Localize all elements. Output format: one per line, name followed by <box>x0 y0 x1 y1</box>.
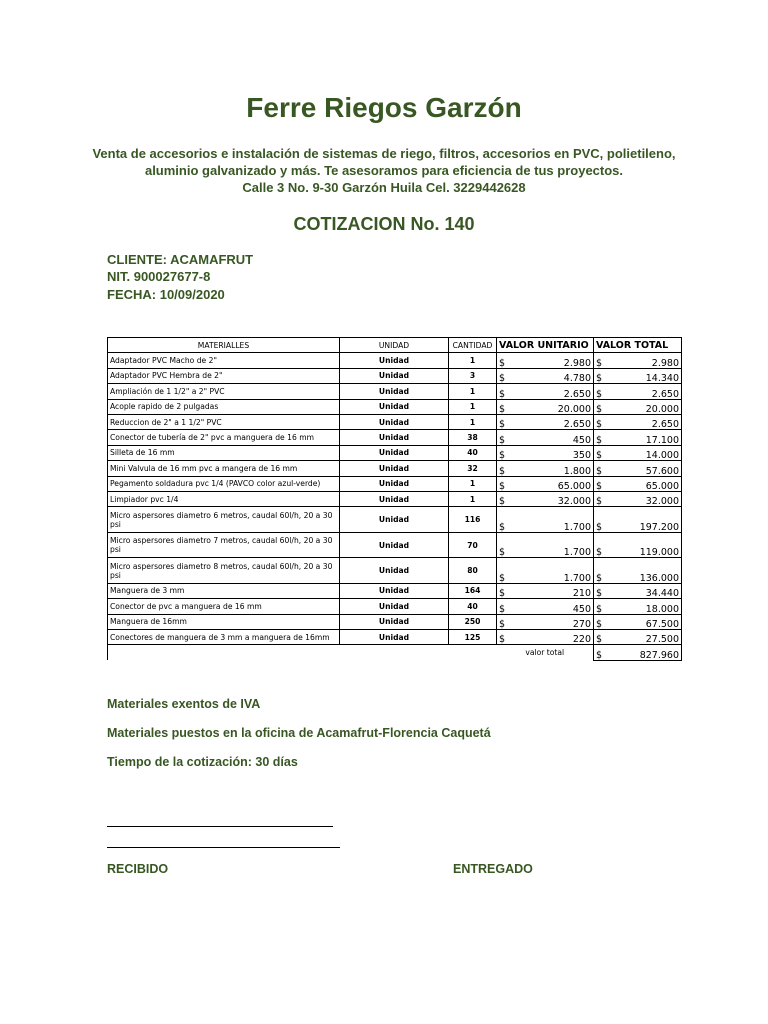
currency-symbol: $ <box>596 603 603 615</box>
total-price-cell <box>594 629 682 644</box>
header-valor-total: VALOR TOTAL <box>594 338 682 353</box>
quote-date: FECHA: 10/09/2020 <box>107 287 225 302</box>
total-price-cell <box>594 583 682 598</box>
unit-price-cell <box>497 368 594 383</box>
total-price-cell <box>594 507 682 533</box>
unit-price-cell <box>497 445 594 460</box>
material-cell: Ampliación de 1 1/2" a 2" PVC <box>108 384 340 399</box>
unit-price: 65.000 <box>557 480 591 492</box>
unit-price-cell <box>497 599 594 614</box>
quantity-cell: 3 <box>449 368 497 383</box>
quantity-cell: 40 <box>449 445 497 460</box>
quote-number: COTIZACION No. 140 <box>293 214 475 234</box>
unit-price: 1.800 <box>563 465 591 477</box>
unit-price: 1.700 <box>563 521 591 533</box>
quantity-cell: 80 <box>449 558 497 584</box>
material-cell: Mini Valvula de 16 mm pvc a mangera de 16 mm <box>108 461 340 476</box>
table-row <box>108 445 682 460</box>
total-price-cell <box>594 414 682 429</box>
material-cell: Silleta de 16 mm <box>108 445 340 460</box>
unit-cell: Unidad <box>340 399 449 414</box>
total-price-cell <box>594 445 682 460</box>
table-row <box>108 599 682 614</box>
currency-symbol: $ <box>499 450 506 462</box>
unit-price: 350 <box>572 450 591 462</box>
table-row <box>108 614 682 629</box>
currency-symbol: $ <box>499 373 506 385</box>
unit-price: 450 <box>572 434 591 446</box>
unit-price-cell <box>497 461 594 476</box>
unit-price: 1.700 <box>563 572 591 584</box>
company-description-line-1: Venta de accesorios e instalación de sistemas de riego, filtros, accesorios en PVC, polietileno, <box>92 146 676 161</box>
total-price: 14.000 <box>645 450 679 462</box>
table-row <box>108 491 682 506</box>
quantity-cell: 1 <box>449 476 497 491</box>
material-cell: Conector de pvc a manguera de 16 mm <box>108 599 340 614</box>
currency-symbol: $ <box>596 357 603 369</box>
material-cell: Micro aspersores diametro 7 metros, caudal 60l/h, 20 a 30 psi <box>108 532 340 558</box>
total-price: 65.000 <box>645 480 679 492</box>
table-row <box>108 507 682 533</box>
total-price-cell <box>594 599 682 614</box>
unit-cell: Unidad <box>340 368 449 383</box>
table-row <box>108 399 682 414</box>
quantity-cell: 1 <box>449 384 497 399</box>
unit-price-cell <box>497 414 594 429</box>
table-row <box>108 353 682 368</box>
unit-cell: Unidad <box>340 384 449 399</box>
quantity-cell: 1 <box>449 399 497 414</box>
total-price-cell <box>594 476 682 491</box>
currency-symbol: $ <box>596 434 603 446</box>
table-row <box>108 461 682 476</box>
unit-price-cell <box>497 507 594 533</box>
company-address: Calle 3 No. 9-30 Garzón Huila Cel. 3229442628 <box>242 180 526 195</box>
unit-cell: Unidad <box>340 532 449 558</box>
header-cantidad: CANTIDAD <box>449 338 497 353</box>
material-cell: Manguera de 3 mm <box>108 583 340 598</box>
total-price-cell <box>594 368 682 383</box>
unit-price-cell <box>497 430 594 445</box>
total-price-cell <box>594 461 682 476</box>
total-price-cell <box>594 430 682 445</box>
quantity-cell: 250 <box>449 614 497 629</box>
quantity-cell: 38 <box>449 430 497 445</box>
company-title: Ferre Riegos Garzón <box>246 92 522 123</box>
unit-price: 270 <box>572 618 591 630</box>
unit-price: 220 <box>572 634 591 646</box>
client-nit: NIT. 900027677-8 <box>107 269 211 284</box>
unit-price-cell <box>497 476 594 491</box>
header-materiales: MATERIALLES <box>108 338 340 353</box>
currency-symbol: $ <box>596 547 603 559</box>
total-price-cell <box>594 532 682 558</box>
currency-symbol: $ <box>499 588 506 600</box>
table-row <box>108 583 682 598</box>
material-cell: Adaptador PVC Hembra de 2" <box>108 368 340 383</box>
table-row <box>108 414 682 429</box>
currency-symbol: $ <box>596 496 603 508</box>
total-price: 17.100 <box>645 434 679 446</box>
unit-price-cell <box>497 558 594 584</box>
currency-symbol: $ <box>596 480 603 492</box>
total-price-cell <box>594 614 682 629</box>
unit-cell: Unidad <box>340 629 449 644</box>
unit-cell: Unidad <box>340 461 449 476</box>
unit-price: 210 <box>572 588 591 600</box>
unit-cell: Unidad <box>340 491 449 506</box>
currency-symbol: $ <box>596 588 603 600</box>
unit-price: 2.650 <box>563 419 591 431</box>
quantity-cell: 1 <box>449 353 497 368</box>
currency-symbol: $ <box>499 496 506 508</box>
currency-symbol: $ <box>499 547 506 559</box>
unit-cell: Unidad <box>340 476 449 491</box>
currency-symbol: $ <box>596 521 603 533</box>
table-row <box>108 476 682 491</box>
unit-price-cell <box>497 353 594 368</box>
currency-symbol: $ <box>499 480 506 492</box>
table-row <box>108 384 682 399</box>
total-price-cell <box>594 353 682 368</box>
table-row <box>108 430 682 445</box>
signature-line-2 <box>107 847 340 848</box>
material-cell: Pegamento soldadura pvc 1/4 (PAVCO color azul-verde) <box>108 476 340 491</box>
material-cell: Reduccion de 2" a 1 1/2" PVC <box>108 414 340 429</box>
unit-price: 2.980 <box>563 357 591 369</box>
total-price: 136.000 <box>639 572 679 584</box>
material-cell: Manguera de 16mm <box>108 614 340 629</box>
note-validity: Tiempo de la cotización: 30 días <box>107 755 298 769</box>
unit-price: 32.000 <box>557 496 591 508</box>
quantity-cell: 70 <box>449 532 497 558</box>
unit-price-cell <box>497 399 594 414</box>
material-cell: Acople rapido de 2 pulgadas <box>108 399 340 414</box>
currency-symbol: $ <box>499 603 506 615</box>
currency-symbol: $ <box>499 403 506 415</box>
unit-cell: Unidad <box>340 353 449 368</box>
header-valor-unitario: VALOR UNITARIO <box>497 338 594 353</box>
unit-price-cell <box>497 532 594 558</box>
material-cell: Adaptador PVC Macho de 2" <box>108 353 340 368</box>
table-row <box>108 368 682 383</box>
table-header-row <box>108 338 682 353</box>
material-cell: Micro aspersores diametro 8 metros, caudal 60l/h, 20 a 30 psi <box>108 558 340 584</box>
total-price: 14.340 <box>645 373 679 385</box>
currency-symbol: $ <box>499 388 506 400</box>
currency-symbol: $ <box>596 403 603 415</box>
grand-total: 827.960 <box>639 649 679 661</box>
unit-cell: Unidad <box>340 507 449 533</box>
total-price: 2.650 <box>651 388 679 400</box>
total-price: 32.000 <box>645 496 679 508</box>
unit-cell: Unidad <box>340 558 449 584</box>
total-price: 67.500 <box>645 618 679 630</box>
unit-cell: Unidad <box>340 614 449 629</box>
total-price-cell <box>594 384 682 399</box>
total-price: 34.440 <box>645 588 679 600</box>
received-label: RECIBIDO <box>107 862 169 876</box>
total-price-cell <box>594 491 682 506</box>
quantity-cell: 125 <box>449 629 497 644</box>
unit-cell: Unidad <box>340 583 449 598</box>
material-cell: Limpiador pvc 1/4 <box>108 491 340 506</box>
currency-symbol: $ <box>596 419 603 431</box>
unit-price: 450 <box>572 603 591 615</box>
currency-symbol: $ <box>596 649 603 661</box>
currency-symbol: $ <box>499 618 506 630</box>
delivered-label: ENTREGADO <box>453 862 533 876</box>
unit-price-cell <box>497 491 594 506</box>
client-name: CLIENTE: ACAMAFRUT <box>107 252 254 267</box>
currency-symbol: $ <box>596 388 603 400</box>
quantity-cell: 40 <box>449 599 497 614</box>
total-price: 18.000 <box>645 603 679 615</box>
currency-symbol: $ <box>499 357 506 369</box>
quantity-cell: 32 <box>449 461 497 476</box>
quantity-cell: 1 <box>449 414 497 429</box>
unit-price-cell <box>497 384 594 399</box>
currency-symbol: $ <box>499 434 506 446</box>
quantity-cell: 164 <box>449 583 497 598</box>
currency-symbol: $ <box>499 634 506 646</box>
unit-cell: Unidad <box>340 414 449 429</box>
currency-symbol: $ <box>499 572 506 584</box>
currency-symbol: $ <box>499 521 506 533</box>
quote-table <box>107 337 682 661</box>
currency-symbol: $ <box>596 373 603 385</box>
quantity-cell: 116 <box>449 507 497 533</box>
currency-symbol: $ <box>596 634 603 646</box>
currency-symbol: $ <box>596 465 603 477</box>
signature-line-1 <box>107 826 333 827</box>
total-price: 20.000 <box>645 403 679 415</box>
unit-price: 4.780 <box>563 373 591 385</box>
unit-price-cell <box>497 614 594 629</box>
total-price: 197.200 <box>639 521 679 533</box>
currency-symbol: $ <box>596 450 603 462</box>
currency-symbol: $ <box>499 465 506 477</box>
unit-cell: Unidad <box>340 445 449 460</box>
note-iva: Materiales exentos de IVA <box>107 697 261 711</box>
currency-symbol: $ <box>596 572 603 584</box>
quantity-cell: 1 <box>449 491 497 506</box>
material-cell: Micro aspersores diametro 6 metros, caudal 60l/h, 20 a 30 psi <box>108 507 340 533</box>
total-label: valor total <box>497 645 594 660</box>
currency-symbol: $ <box>499 419 506 431</box>
total-price: 57.600 <box>645 465 679 477</box>
unit-price: 20.000 <box>557 403 591 415</box>
grand-total-cell <box>594 645 682 660</box>
total-price-cell <box>594 399 682 414</box>
unit-cell: Unidad <box>340 599 449 614</box>
unit-price-cell <box>497 629 594 644</box>
table-row <box>108 532 682 558</box>
total-price: 2.980 <box>651 357 679 369</box>
header-unidad: UNIDAD <box>340 338 449 353</box>
total-price: 27.500 <box>645 634 679 646</box>
unit-price-cell <box>497 583 594 598</box>
unit-cell: Unidad <box>340 430 449 445</box>
note-delivery: Materiales puestos en la oficina de Acamafrut-Florencia Caquetá <box>107 726 491 740</box>
total-price: 2.650 <box>651 419 679 431</box>
unit-price: 1.700 <box>563 547 591 559</box>
unit-price: 2.650 <box>563 388 591 400</box>
table-row <box>108 629 682 644</box>
company-description-line-2: aluminio galvanizado y más. Te asesoramos para eficiencia de tus proyectos. <box>144 163 624 178</box>
total-row <box>108 645 682 660</box>
material-cell: Conector de tubería de 2" pvc a manguera de 16 mm <box>108 430 340 445</box>
table-row <box>108 558 682 584</box>
currency-symbol: $ <box>596 618 603 630</box>
total-price-cell <box>594 558 682 584</box>
total-price: 119.000 <box>639 547 679 559</box>
material-cell: Conectores de manguera de 3 mm a manguera de 16mm <box>108 629 340 644</box>
